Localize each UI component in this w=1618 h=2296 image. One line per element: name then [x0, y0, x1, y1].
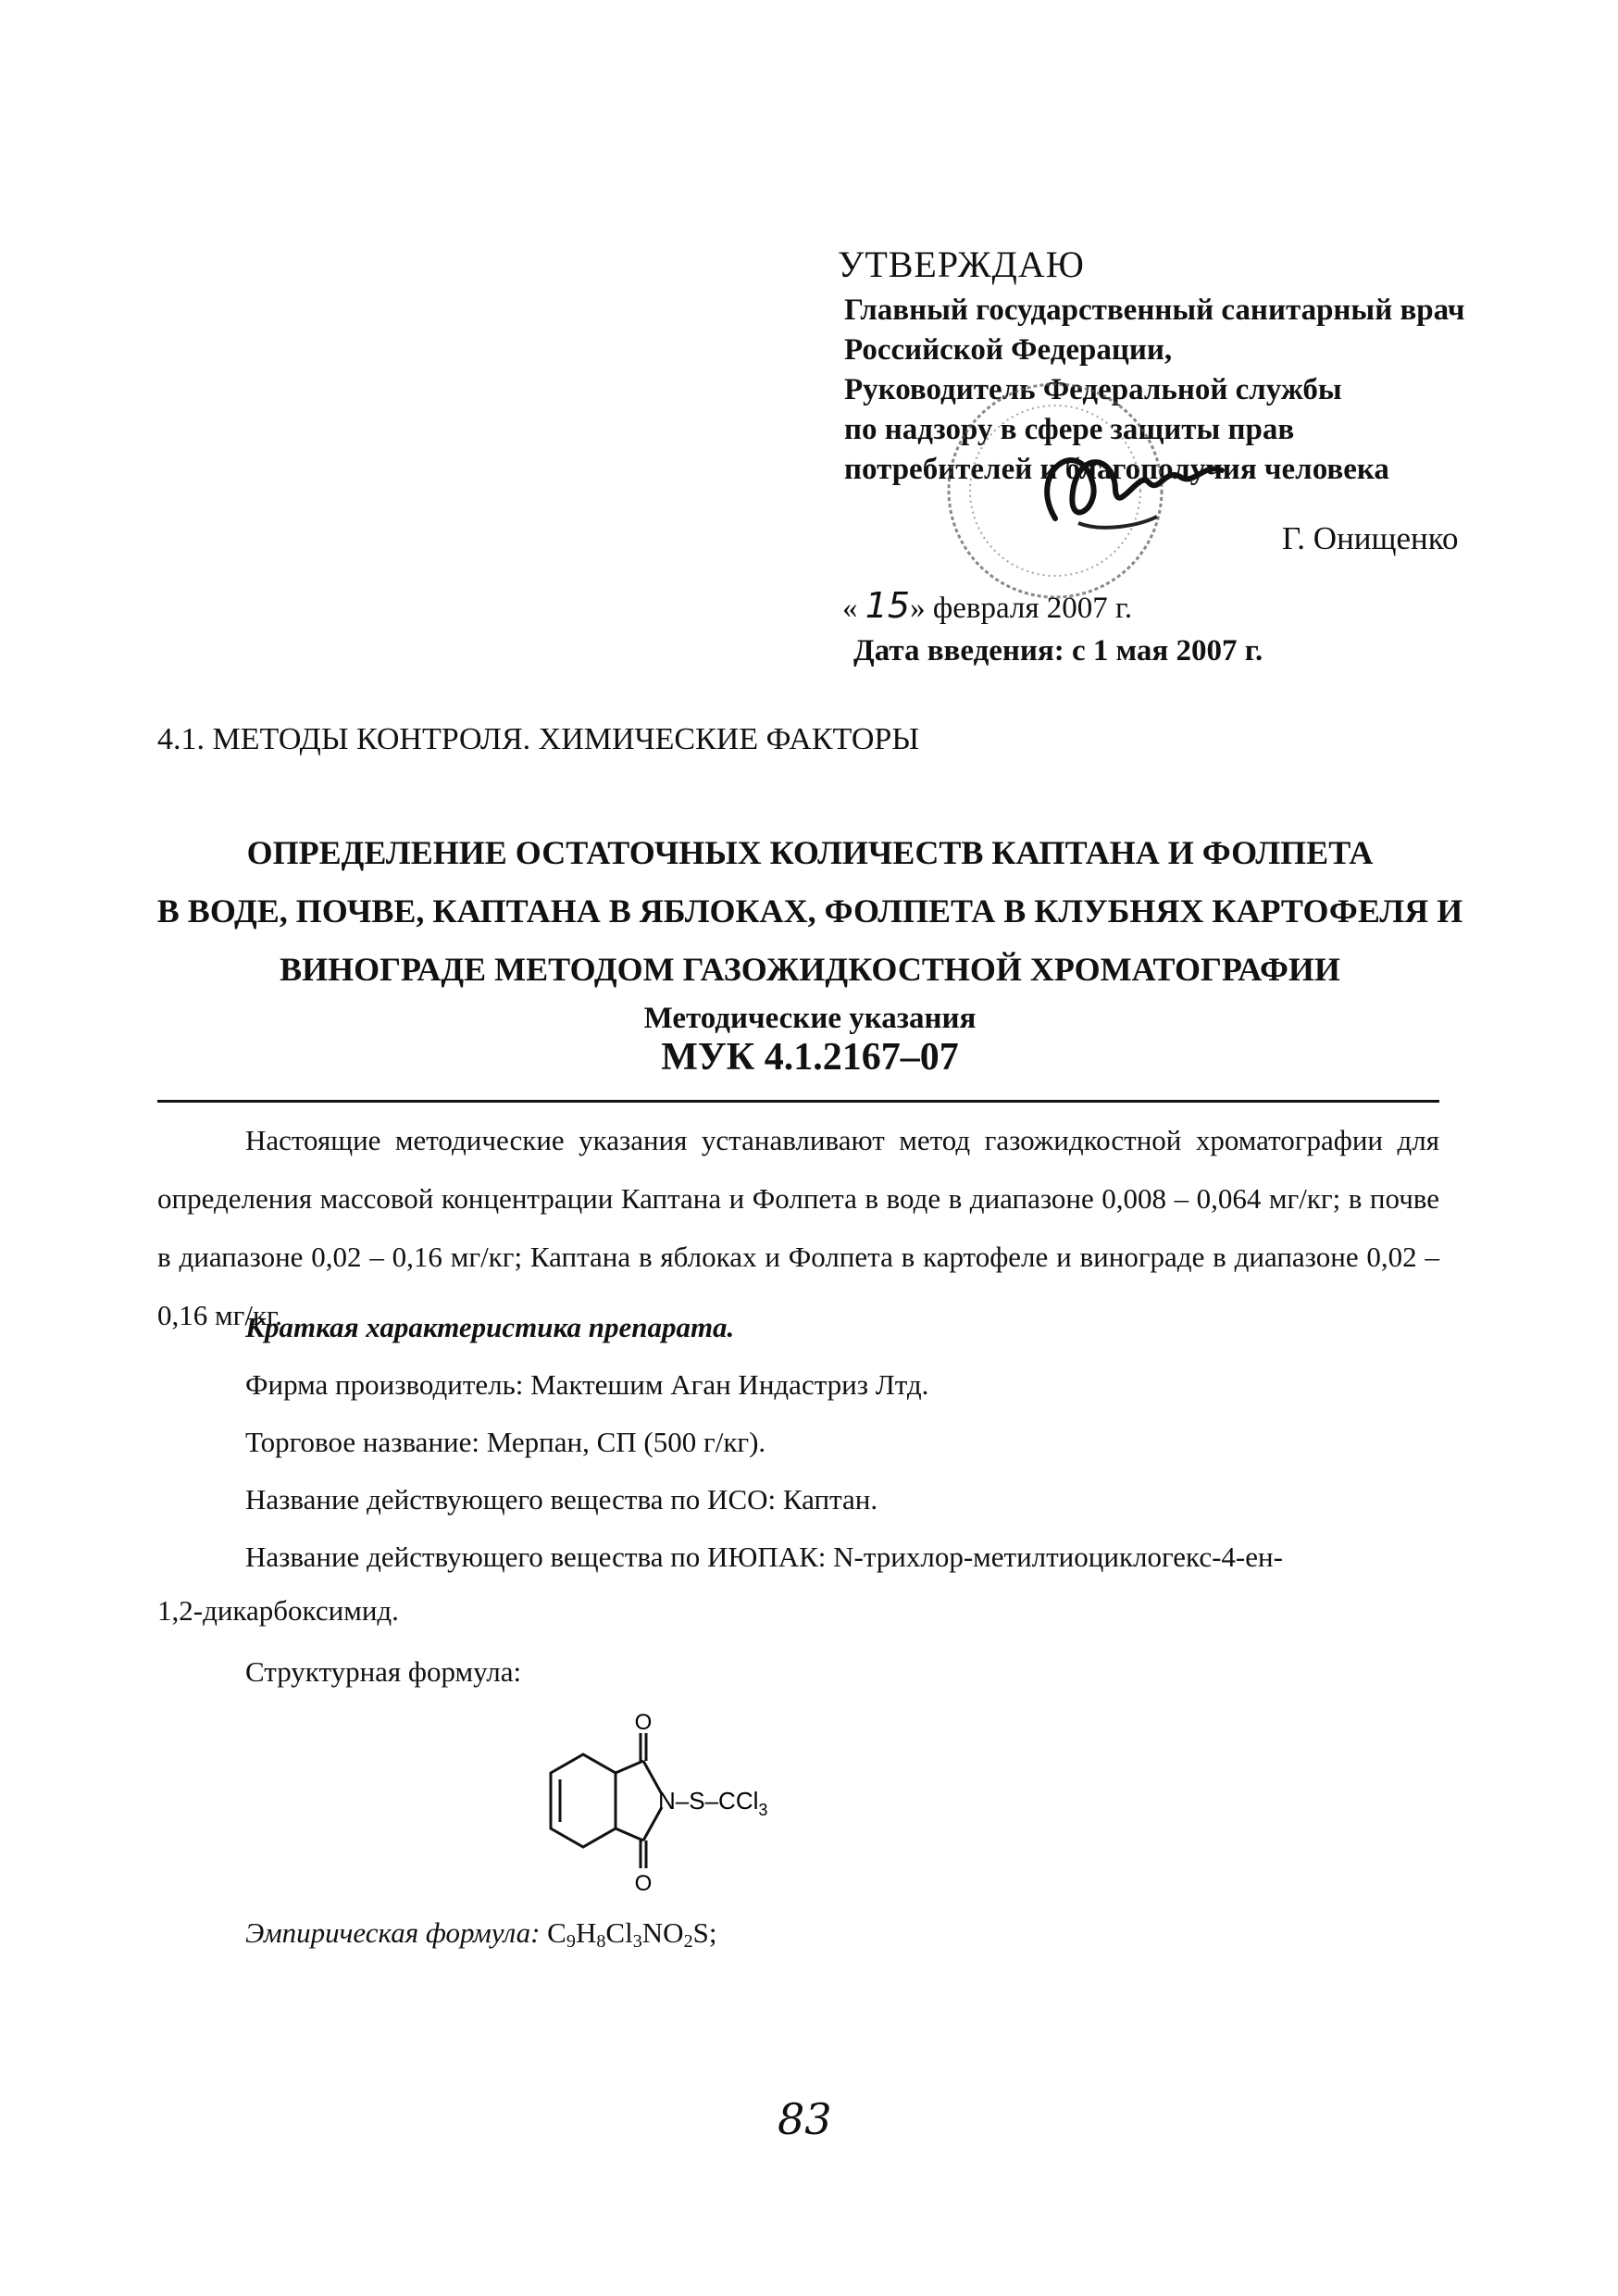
title-line: В ВОДЕ, ПОЧВЕ, КАПТАНА В ЯБЛОКАХ, ФОЛПЕТА В КЛУБНЯХ КАРТОФЕЛЯ И	[156, 892, 1463, 930]
approver-name: Г. Онищенко	[1282, 520, 1459, 556]
approval-date-day: 15	[865, 585, 911, 626]
section-heading: 4.1. МЕТОДЫ КОНТРОЛЯ. ХИМИЧЕСКИЕ ФАКТОРЫ	[157, 722, 919, 756]
approval-line: потребителей и благополучия человека	[844, 453, 1389, 486]
iupac-name-line: Название действующего вещества по ИЮПАК: N-трихлор-метилтиоциклогекс-4-ен-	[245, 1541, 1283, 1573]
approval-line: Руководитель Федеральной службы	[844, 373, 1342, 406]
approval-position	[844, 291, 1464, 490]
divider	[157, 1100, 1439, 1103]
side-chain	[658, 1787, 767, 1819]
side-chain-text: N–S–CCl	[658, 1787, 759, 1815]
empirical-formula: $C_9H_8Cl_3NO_2S$;	[547, 1916, 717, 1953]
introduction-date: Дата введения: с 1 мая 2007 г.	[853, 634, 1263, 668]
brief-heading: Краткая характеристика препарата.	[245, 1311, 735, 1343]
title-line: ОПРЕДЕЛЕНИЕ ОСТАТОЧНЫХ КОЛИЧЕСТВ КАПТАНА И ФОЛПЕТА	[246, 834, 1374, 871]
empirical-formula-label: Эмпирическая формула:	[245, 1916, 541, 1949]
oxygen-top: O	[634, 1713, 653, 1735]
approval-line: по надзору в сфере защиты прав	[844, 413, 1295, 446]
title-line: ВИНОГРАДЕ МЕТОДОМ ГАЗОЖИДКОСТНОЙ ХРОМАТОГРАФИИ	[280, 951, 1340, 988]
approval-date: « 15» февраля 2007 г.	[842, 585, 1133, 626]
empirical-formula-line	[245, 1916, 717, 1953]
document-title	[139, 824, 1481, 999]
trade-name-line: Торговое название: Мерпан, СП (500 г/кг).	[245, 1426, 766, 1458]
document-code: МУК 4.1.2167–07	[661, 1036, 959, 1079]
structural-formula-label: Структурная формула:	[245, 1655, 522, 1688]
iupac-name-continuation: 1,2-дикарбоксимид.	[157, 1594, 399, 1627]
manufacturer-line: Фирма производитель: Мактешим Аган Индастриз Лтд.	[245, 1368, 929, 1401]
structural-formula	[514, 1713, 902, 1907]
approval-line: Главный государственный санитарный врач	[844, 293, 1465, 327]
approval-heading: УТВЕРЖДАЮ	[838, 243, 1085, 285]
intro-paragraph: Настоящие методические указания устанавливают метод газожидкостной хроматографии для определения массовой концентрации Каптана и Фолпета в воде в диапазоне 0,008 – 0,064 мг/кг; в почве в диапазоне 0,02 – 0,16 мг/кг; Каптана в яблоках и Фолпета в картофеле и винограде в диапазоне 0,02 – 0,16 мг/кг.	[157, 1124, 1439, 1331]
page-number: 83	[778, 2094, 832, 2144]
approval-date-rest: февраля 2007 г.	[932, 592, 1133, 625]
oxygen-bottom: O	[634, 1871, 653, 1896]
document-subtitle: Методические указания	[643, 1002, 977, 1035]
approval-line: Российской Федерации,	[844, 333, 1173, 367]
iso-name-line: Название действующего вещества по ИСО: Каптан.	[245, 1483, 878, 1516]
side-chain-sub: 3	[758, 1801, 768, 1819]
